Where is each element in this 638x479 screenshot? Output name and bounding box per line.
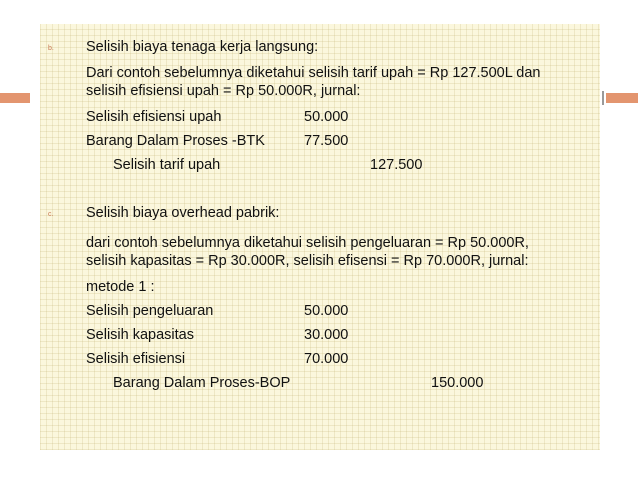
section-b-description-line1: Dari contoh sebelumnya diketahui selisih tarif upah = Rp 127.500L dan xyxy=(86,65,541,81)
bullet-b: b. xyxy=(48,45,54,52)
journal-account: Selisih efisiensi upah xyxy=(86,109,222,125)
journal-account: Selisih pengeluaran xyxy=(86,303,214,319)
section-c-description-line2: selisih kapasitas = Rp 30.000R, selisih efisensi = Rp 70.000R, jurnal: xyxy=(86,253,529,269)
section-b-description-line2: selisih efisiensi upah = Rp 50.000R, jurnal: xyxy=(86,83,361,99)
journal-amount: 70.000 xyxy=(304,351,349,367)
section-c-description-line1: dari contoh sebelumnya diketahui selisih pengeluaran = Rp 50.000R, xyxy=(86,235,529,251)
journal-amount-credit: 127.500 xyxy=(370,157,423,173)
slide-content-panel xyxy=(40,24,600,450)
journal-account: Barang Dalam Proses -BTK xyxy=(86,133,265,149)
right-accent-bar xyxy=(606,93,638,103)
bullet-c: c. xyxy=(48,211,54,218)
journal-amount: 77.500 xyxy=(304,133,349,149)
journal-account-credit: Selisih tarif upah xyxy=(113,157,221,173)
journal-amount-credit: 150.000 xyxy=(431,375,484,391)
journal-amount: 30.000 xyxy=(304,327,349,343)
section-c-heading: Selisih biaya overhead pabrik: xyxy=(86,205,280,221)
section-b-heading: Selisih biaya tenaga kerja langsung: xyxy=(86,39,319,55)
left-accent-bar xyxy=(0,93,30,103)
journal-account: Selisih kapasitas xyxy=(86,327,194,343)
section-c-method: metode 1 : xyxy=(86,279,155,295)
journal-account: Selisih efisiensi xyxy=(86,351,186,367)
right-accent-divider xyxy=(602,91,604,105)
journal-amount: 50.000 xyxy=(304,109,349,125)
journal-amount: 50.000 xyxy=(304,303,349,319)
journal-account-credit: Barang Dalam Proses-BOP xyxy=(113,375,291,391)
